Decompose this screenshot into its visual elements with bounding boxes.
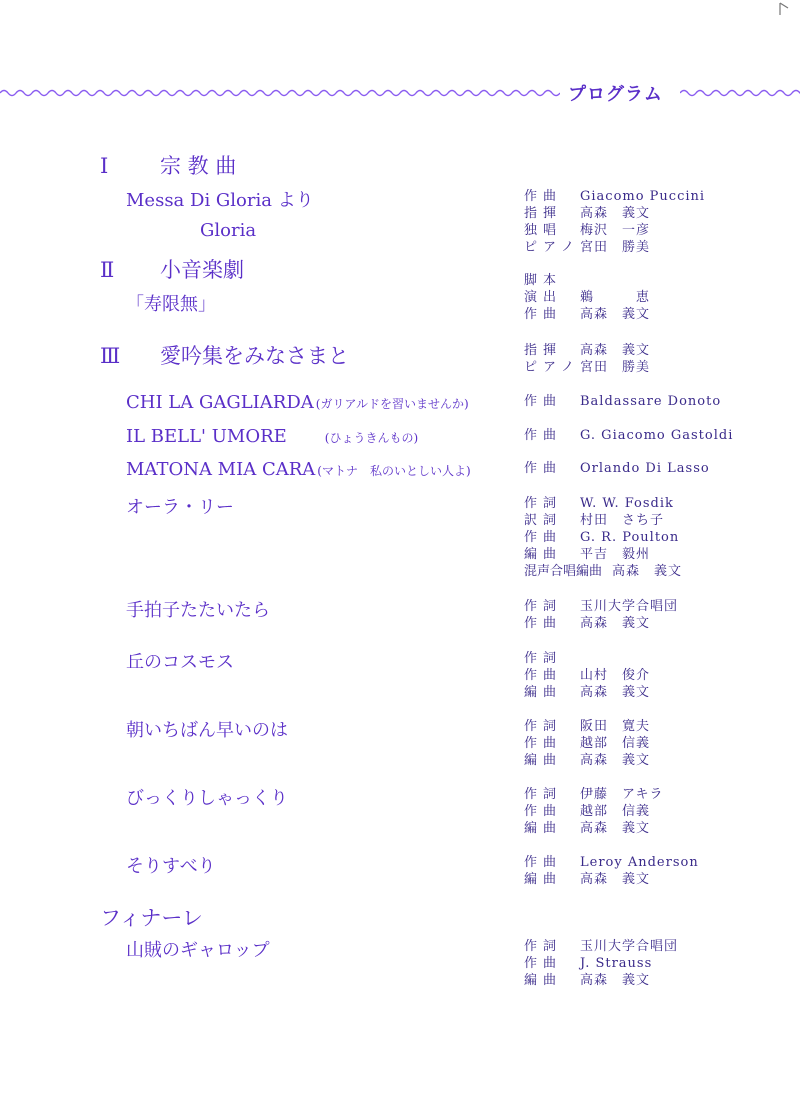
credit-row [524,563,682,580]
credit-row [524,359,650,376]
page-title: プログラム [568,84,663,105]
piece-row [126,426,418,447]
credits-block [524,393,721,410]
credit-row [524,820,663,837]
credit-name: G. Giacomo Gastoldi [580,428,734,443]
section-heading-2 [100,254,244,284]
credit-role: 作曲 [524,461,563,476]
piece-title: CHI LA GAGLIARDA [126,392,314,413]
section-heading-3 [100,340,349,370]
section-number: Ⅰ [100,154,109,178]
credit-name: 高森 義文 [580,343,651,358]
credits-block [524,188,705,256]
credit-row [524,972,678,989]
credit-name: 山村 俊介 [580,668,651,683]
credit-role: ピアノ [524,360,580,375]
credit-role: 作曲 [524,956,563,971]
credit-name: W. W. Fosdik [580,496,674,511]
credit-row [524,752,650,769]
piece-subtitle: (マトナ 私のいとしい人よ) [317,464,471,478]
credit-role: 作曲 [524,616,563,631]
piece-subtitle: (ガリアルドを習いませんか) [315,397,469,411]
credit-row [524,684,650,701]
credit-name: Leroy Anderson [580,855,699,870]
ornamental-divider-left [0,86,560,100]
credits-block [524,342,650,376]
credit-role: 作詞 [524,651,563,666]
credit-row [524,854,699,871]
credit-name: 鵜 恵 [580,290,651,305]
credit-name: 越部 信義 [580,736,651,751]
credit-row [524,667,650,684]
credit-name: 高森 義文 [580,872,651,887]
credit-role: 指揮 [524,343,563,358]
credit-role: 混声合唱編曲 [524,564,603,579]
piece-title: IL BELL' UMORE [126,426,287,447]
credit-role: 編曲 [524,973,563,988]
credits-block [524,427,733,444]
credits-block [524,650,650,701]
credits-block [524,854,699,888]
credit-role: 編曲 [524,821,563,836]
credit-row [524,938,678,955]
credit-name: 高森 義文 [580,307,651,322]
piece-title: オーラ・リー [126,497,234,518]
credit-role: 作詞 [524,939,563,954]
credit-row [524,718,650,735]
credit-role: 独唱 [524,223,563,238]
piece-title: Gloria [200,220,257,241]
credits-block [524,938,678,989]
piece-title: 朝いちばん早いのは [126,720,288,741]
piece-subtitle: (ひょうきんもの) [324,431,419,445]
credit-name: 宮田 勝美 [580,360,651,375]
credit-row [524,735,650,752]
section-title: 小音楽劇 [160,258,244,282]
credit-role: 作曲 [524,804,563,819]
piece-title: MATONA MIA CARA [126,459,316,480]
credit-role: 編曲 [524,547,563,562]
piece-title: Messa Di Gloria より [126,190,314,211]
credit-row [524,460,710,477]
credit-row [524,222,705,239]
credits-block [524,495,682,580]
credit-role: 演出 [524,290,563,305]
credit-row [524,289,650,306]
credit-name: 越部 信義 [580,804,651,819]
credit-row [524,871,699,888]
credits-block [524,598,678,632]
credit-role: 編曲 [524,872,563,887]
credit-name: 玉川大学合唱団 [580,599,679,614]
credits-block [524,786,663,837]
credit-row [524,306,650,323]
corner-mark-icon [778,2,790,16]
credit-role: 作曲 [524,530,563,545]
credit-name: Giacomo Puccini [580,189,706,204]
credit-name: 高森 義文 [612,564,683,579]
piece-title: びっくりしゃっくり [126,788,288,809]
section-heading-1 [100,150,236,180]
credit-role: 訳詞 [524,513,563,528]
credit-role: 作詞 [524,496,563,511]
credit-row [524,427,733,444]
piece-title: 手拍子たたいたら [126,600,270,621]
section-title: 愛吟集をみなさまと [160,344,349,368]
credit-role: 作曲 [524,736,563,751]
credit-role: 作詞 [524,787,563,802]
piece-row [126,392,469,413]
piece-title: 丘のコスモス [126,652,234,673]
credit-row [524,272,650,289]
credit-row [524,650,650,667]
credit-row [524,512,682,529]
credit-row [524,786,663,803]
credit-name: Baldassare Donoto [580,394,722,409]
credit-row [524,342,650,359]
credit-role: 指揮 [524,206,563,221]
credits-block [524,272,650,323]
credit-role: ピアノ [524,240,580,255]
section-title: フィナーレ [100,906,203,930]
credit-name: G. R. Poulton [580,530,680,545]
credit-name: 宮田 勝美 [580,240,651,255]
ornamental-divider-right [680,86,800,100]
credit-name: 高森 義文 [580,685,651,700]
credits-block [524,718,650,769]
credit-name: 高森 義文 [580,973,651,988]
credit-row [524,188,705,205]
piece-title: そりすべり [126,856,216,877]
credit-role: 作曲 [524,428,563,443]
credit-role: 作詞 [524,719,563,734]
section-number: Ⅱ [100,258,115,282]
credit-role: 作曲 [524,394,563,409]
section-title: 宗 教 曲 [160,154,237,178]
credit-row [524,955,678,972]
credit-role: 脚本 [524,273,563,288]
piece-row [126,459,471,480]
credit-role: 編曲 [524,685,563,700]
credit-role: 編曲 [524,753,563,768]
credit-row [524,393,721,410]
credit-row [524,615,678,632]
credit-row [524,205,705,222]
credit-role: 作曲 [524,855,563,870]
credit-name: 高森 義文 [580,616,651,631]
credit-name: 梅沢 一彦 [580,223,651,238]
credit-row [524,546,682,563]
credit-name: 伊藤 アキラ [580,787,664,802]
section-number: Ⅲ [100,344,121,368]
credit-row [524,529,682,546]
credit-name: 平吉 毅州 [580,547,651,562]
credit-row [524,803,663,820]
credit-name: 阪田 寛夫 [580,719,651,734]
credit-role: 作曲 [524,668,563,683]
piece-title: 「寿限無」 [126,294,216,315]
credit-name: 高森 義文 [580,206,651,221]
credits-block [524,460,710,477]
section-heading-finale [100,902,203,932]
credit-row [524,495,682,512]
piece-title: 山賊のギャロップ [126,940,270,961]
credit-name: 村田 さち子 [580,513,665,528]
credit-name: 高森 義文 [580,753,651,768]
credit-role: 作曲 [524,189,563,204]
credit-row [524,239,705,256]
credit-row [524,598,678,615]
credit-name: 高森 義文 [580,821,651,836]
credit-role: 作曲 [524,307,563,322]
credit-name: 玉川大学合唱団 [580,939,679,954]
credit-name: Orlando Di Lasso [580,461,710,476]
credit-name: J. Strauss [580,956,653,971]
credit-role: 作詞 [524,599,563,614]
